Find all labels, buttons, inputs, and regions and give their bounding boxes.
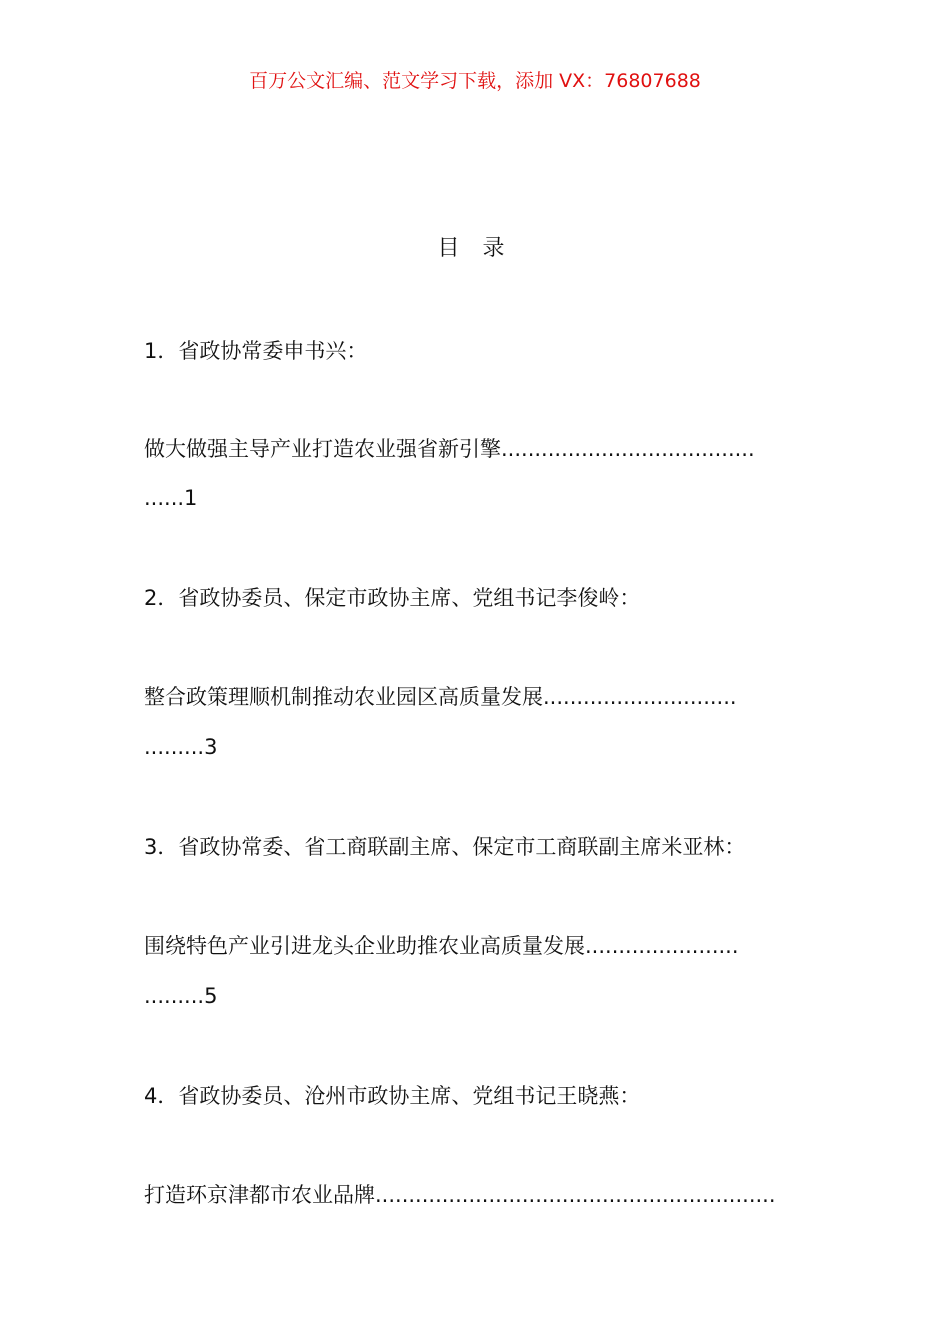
toc-entry-4-title[interactable]: 打造环京津都市农业品牌............................................................ (144, 1183, 776, 1207)
toc-entry-3-author: 3．省政协常委、省工商联副主席、保定市工商联副主席米亚林： (144, 835, 746, 859)
toc-entry-1-author: 1．省政协常委申书兴： (144, 339, 368, 363)
toc-title: 目 录 (437, 236, 513, 261)
toc-entry-3-title[interactable]: 围绕特色产业引进龙头企业助推农业高质量发展....................... (144, 934, 739, 958)
toc-entry-2-page[interactable]: .........3 (144, 735, 218, 759)
toc-entry-1-title[interactable]: 做大做强主导产业打造农业强省新引擎...................................... (144, 437, 755, 461)
toc-entry-4-author: 4．省政协委员、沧州市政协主席、党组书记王晓燕： (144, 1084, 641, 1108)
header-note: 百万公文汇编、范文学习下载，添加 VX：76807688 (249, 70, 701, 92)
toc-entry-2-title[interactable]: 整合政策理顺机制推动农业园区高质量发展............................. (144, 685, 737, 709)
toc-entry-2-author: 2．省政协委员、保定市政协主席、党组书记李俊岭： (144, 586, 641, 610)
toc-entry-1-page[interactable]: ......1 (144, 486, 198, 510)
toc-entry-3-page[interactable]: .........5 (144, 984, 218, 1008)
